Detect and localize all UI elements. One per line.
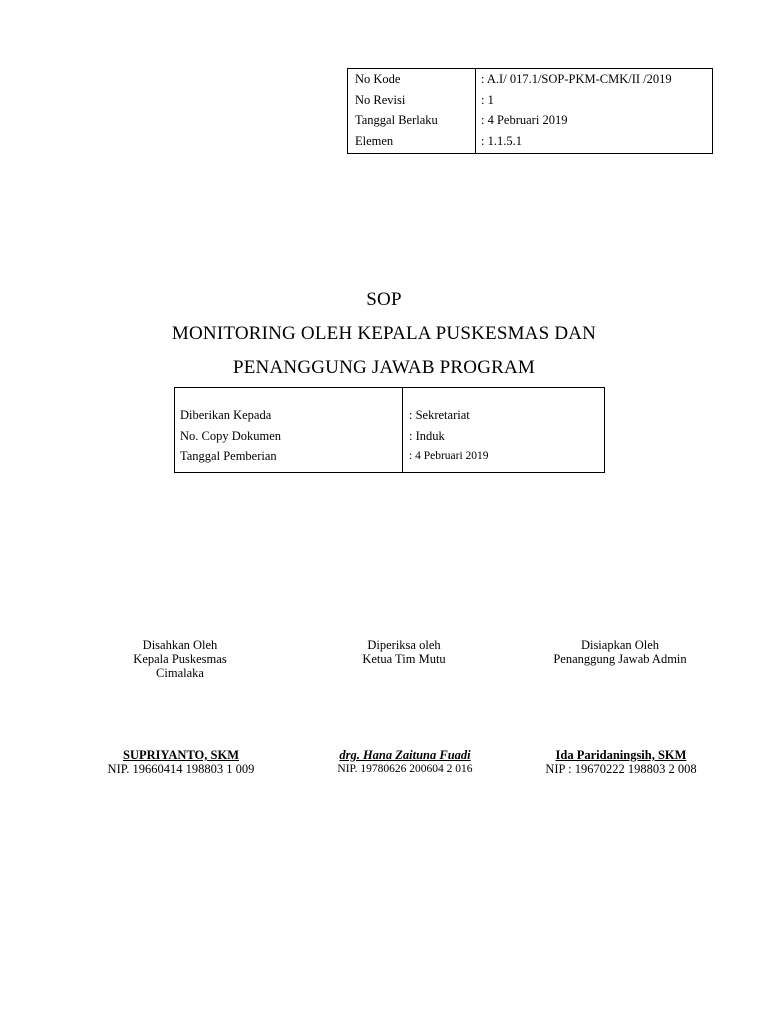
code-label-no-kode: No Kode bbox=[355, 72, 401, 86]
signatory-name: drg. Hana Zaituna Fuadi bbox=[339, 748, 471, 762]
dist-label-no-copy: No. Copy Dokumen bbox=[180, 428, 282, 443]
signatory-pj-admin bbox=[510, 748, 732, 776]
signatory-name: SUPRIYANTO, SKM bbox=[123, 748, 239, 762]
signatory-ketua-tim-mutu bbox=[294, 748, 516, 776]
code-label-no-revisi: No Revisi bbox=[355, 92, 406, 107]
title-line-sop: SOP bbox=[366, 289, 402, 310]
code-labels-column bbox=[348, 69, 476, 153]
signature-role-disahkan bbox=[80, 638, 280, 680]
dist-value-tanggal-pemberian: : 4 Pebruari 2019 bbox=[409, 450, 489, 462]
signatory-nip: NIP. 19660414 198803 1 009 bbox=[107, 762, 255, 776]
code-value-elemen: : 1.1.5.1 bbox=[481, 133, 522, 148]
code-label-tanggal-berlaku: Tanggal Berlaku bbox=[355, 113, 438, 127]
role-line: Disahkan Oleh bbox=[142, 638, 218, 652]
role-line: Cimalaka bbox=[156, 666, 204, 680]
dist-value-no-copy: : Induk bbox=[409, 428, 445, 443]
signatory-nip: NIP : 19670222 198803 2 008 bbox=[545, 762, 697, 776]
signatory-nip: NIP. 19780626 200604 2 016 bbox=[337, 763, 473, 775]
role-line: Penanggung Jawab Admin bbox=[553, 652, 687, 666]
code-value-no-kode: : A.I/ 017.1/SOP-PKM-CMK/II /2019 bbox=[481, 72, 672, 86]
role-line: Ketua Tim Mutu bbox=[362, 652, 446, 666]
distribution-labels-column bbox=[175, 388, 403, 472]
distribution-values-column bbox=[403, 388, 604, 472]
dist-label-tanggal-pemberian: Tanggal Pemberian bbox=[180, 449, 277, 463]
title-line-main: MONITORING OLEH KEPALA PUSKESMAS DAN bbox=[171, 323, 597, 344]
document-title bbox=[0, 286, 768, 388]
document-code-table bbox=[347, 68, 713, 154]
title-line-sub: PENANGGUNG JAWAB PROGRAM bbox=[232, 357, 536, 378]
role-line: Disiapkan Oleh bbox=[580, 638, 660, 652]
code-values-column bbox=[476, 69, 712, 153]
signature-role-diperiksa bbox=[304, 638, 504, 666]
dist-value-diberikan-kepada: : Sekretariat bbox=[409, 408, 470, 422]
role-line: Kepala Puskesmas bbox=[133, 652, 227, 666]
dist-label-diberikan-kepada: Diberikan Kepada bbox=[180, 408, 272, 422]
distribution-table bbox=[174, 387, 605, 473]
signatory-name: Ida Paridaningsih, SKM bbox=[555, 748, 687, 762]
signature-role-disiapkan bbox=[520, 638, 720, 666]
code-value-no-revisi: : 1 bbox=[481, 92, 494, 107]
signatory-kepala-puskesmas bbox=[70, 748, 292, 776]
role-line: Diperiksa oleh bbox=[367, 638, 441, 652]
code-value-tanggal-berlaku: : 4 Pebruari 2019 bbox=[481, 113, 568, 127]
code-label-elemen: Elemen bbox=[355, 133, 394, 148]
